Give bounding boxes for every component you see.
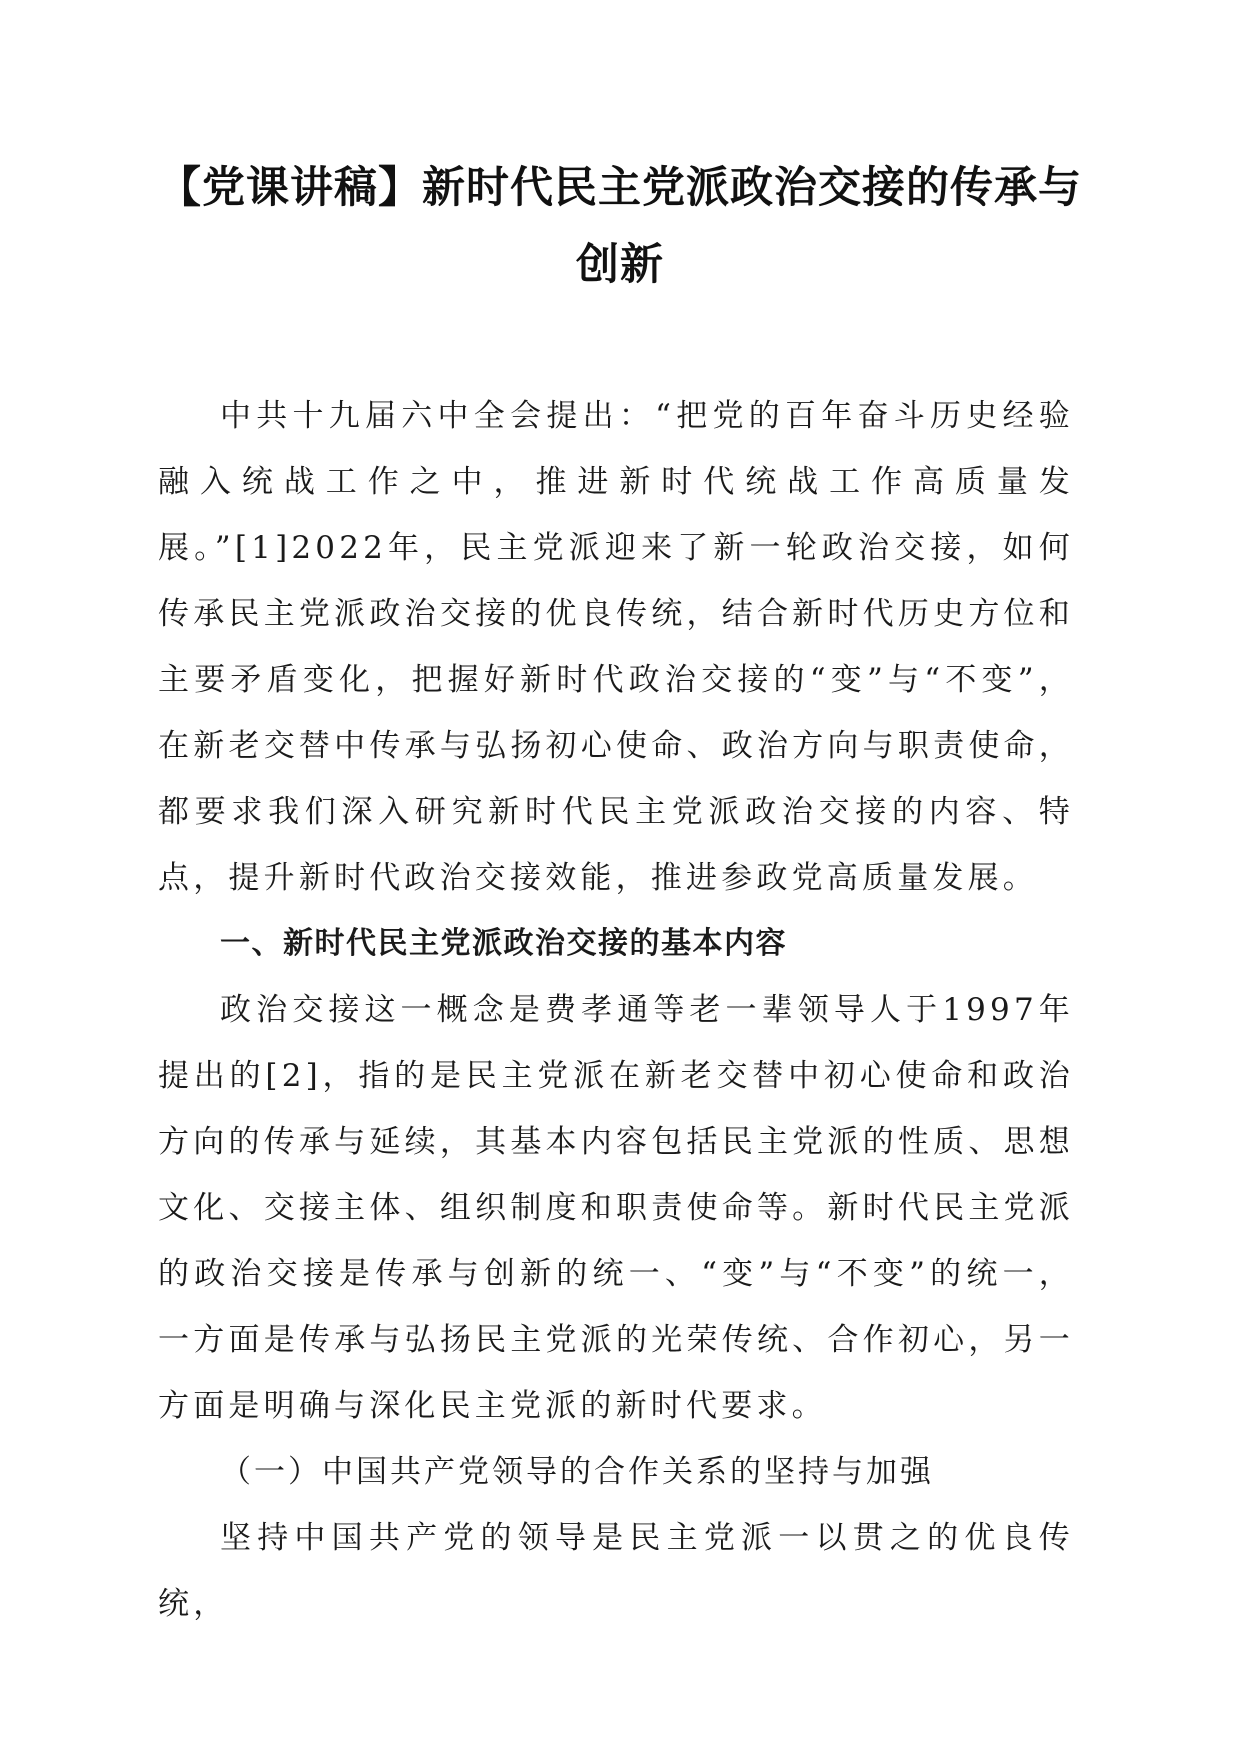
- document-title: 【党课讲稿】新时代民主党派政治交接的传承与创新: [158, 163, 1082, 290]
- section-1-heading: 一、新时代民主党派政治交接的基本内容: [220, 926, 787, 961]
- subsection-1-heading: （一）中国共产党领导的合作关系的坚持与加强: [220, 1454, 934, 1490]
- document-body: [158, 383, 1074, 1637]
- subsection-1-paragraph: 坚持中国共产党的领导是民主党派一以贯之的优良传统，: [158, 1520, 1074, 1622]
- section-1-paragraph: 政治交接这一概念是费孝通等老一辈领导人于1997年提出的[2]，指的是民主党派在新老交替中初心使命和政治方向的传承与延续，其基本内容包括民主党派的性质、思想文化、交接主体、组织制度和职责使命等。新时代民主党派的政治交接是传承与创新的统一、“变”与“不变”的统一，一方面是传承与弘扬民主党派的光荣传统、合作初心，另一方面是明确与深化民主党派的新时代要求。: [158, 992, 1074, 1424]
- intro-paragraph: 中共十九届六中全会提出：“把党的百年奋斗历史经验融入统战工作之中，推进新时代统战工作高质量发展。”[1]2022年，民主党派迎来了新一轮政治交接，如何传承民主党派政治交接的优良传统，结合新时代历史方位和主要矛盾变化，把握好新时代政治交接的“变”与“不变”，在新老交替中传承与弘扬初心使命、政治方向与职责使命，都要求我们深入研究新时代民主党派政治交接的内容、特点，提升新时代政治交接效能，推进参政党高质量发展。: [158, 398, 1074, 896]
